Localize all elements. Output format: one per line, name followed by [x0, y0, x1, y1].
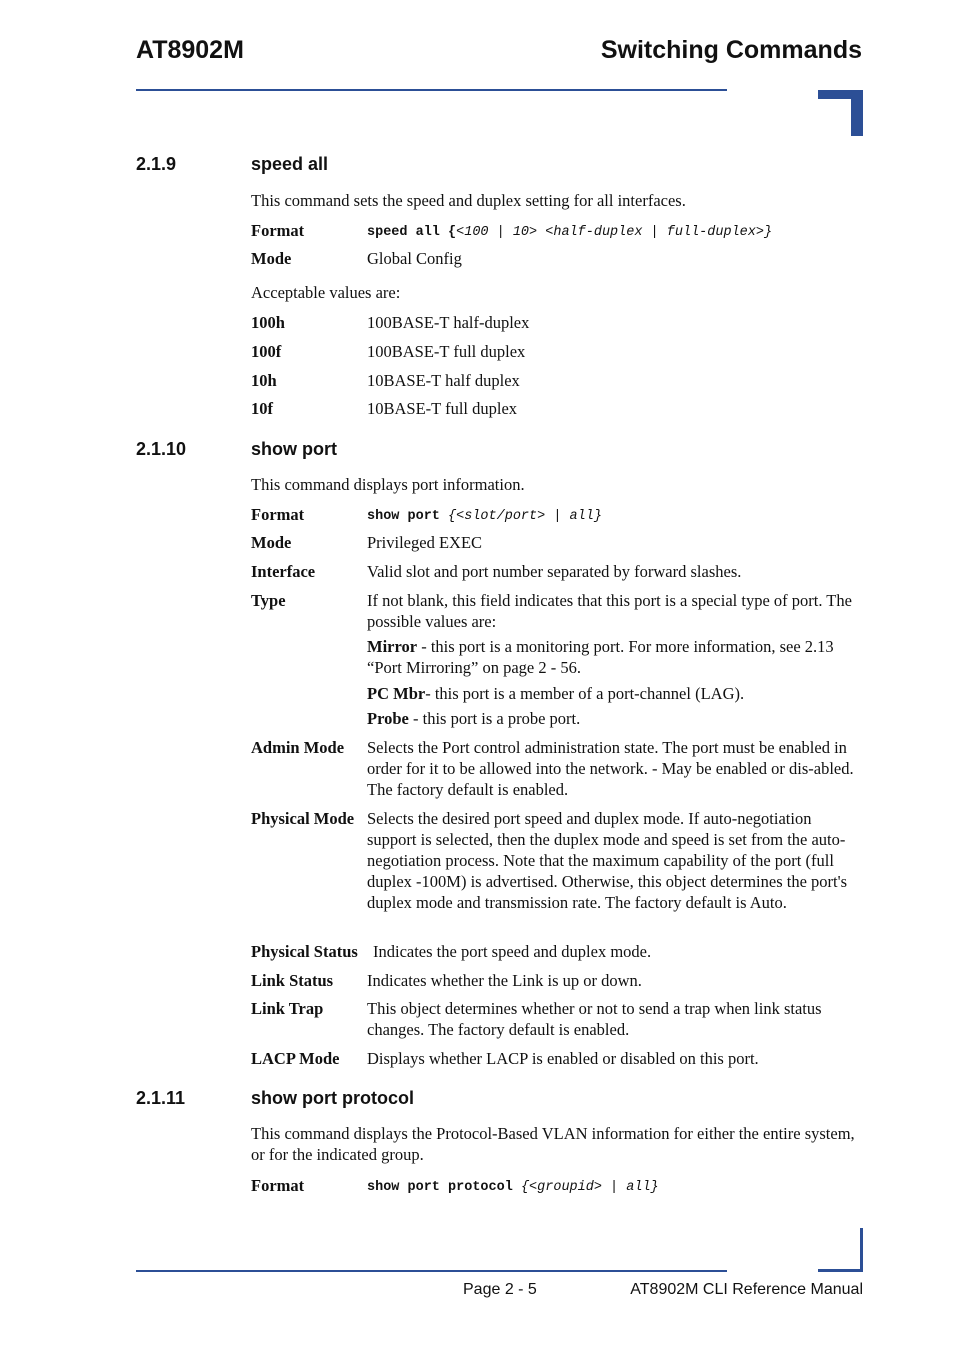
- format-syntax: show port protocol {<groupid> | all}: [367, 1180, 659, 1195]
- footer-manual-title: AT8902M CLI Reference Manual: [630, 1281, 863, 1298]
- format-syntax: speed all {<100 | 10> <half-duplex | full-duplex>}: [367, 225, 773, 240]
- section-description: This command displays port information.: [251, 475, 525, 494]
- section-number: 2.1.9: [136, 154, 177, 174]
- values-intro: Acceptable values are:: [251, 283, 401, 302]
- corner-mark-bottom: [860, 1228, 863, 1272]
- section-description: This command displays the Protocol-Based VLAN information for either the entire system, or for the indicated group.: [251, 1124, 855, 1164]
- corner-mark-bottom-base: [818, 1269, 863, 1272]
- section-number: 2.1.10: [136, 439, 187, 459]
- header-product: AT8902M: [136, 36, 244, 64]
- section-description: This command sets the speed and duplex setting for all interfaces.: [251, 191, 686, 210]
- header-rule: [136, 89, 727, 91]
- footer-rule: [136, 1270, 727, 1272]
- footer-page-number: Page 2 - 5: [463, 1281, 537, 1298]
- format-syntax: show port {<slot/port> | all}: [367, 509, 602, 524]
- section-title: speed all: [251, 154, 329, 174]
- corner-mark-top: [818, 90, 863, 136]
- section-title: show port: [251, 439, 337, 459]
- section-number: 2.1.11: [136, 1088, 186, 1108]
- header-chapter: Switching Commands: [600, 36, 862, 64]
- section-title: show port protocol: [251, 1088, 414, 1108]
